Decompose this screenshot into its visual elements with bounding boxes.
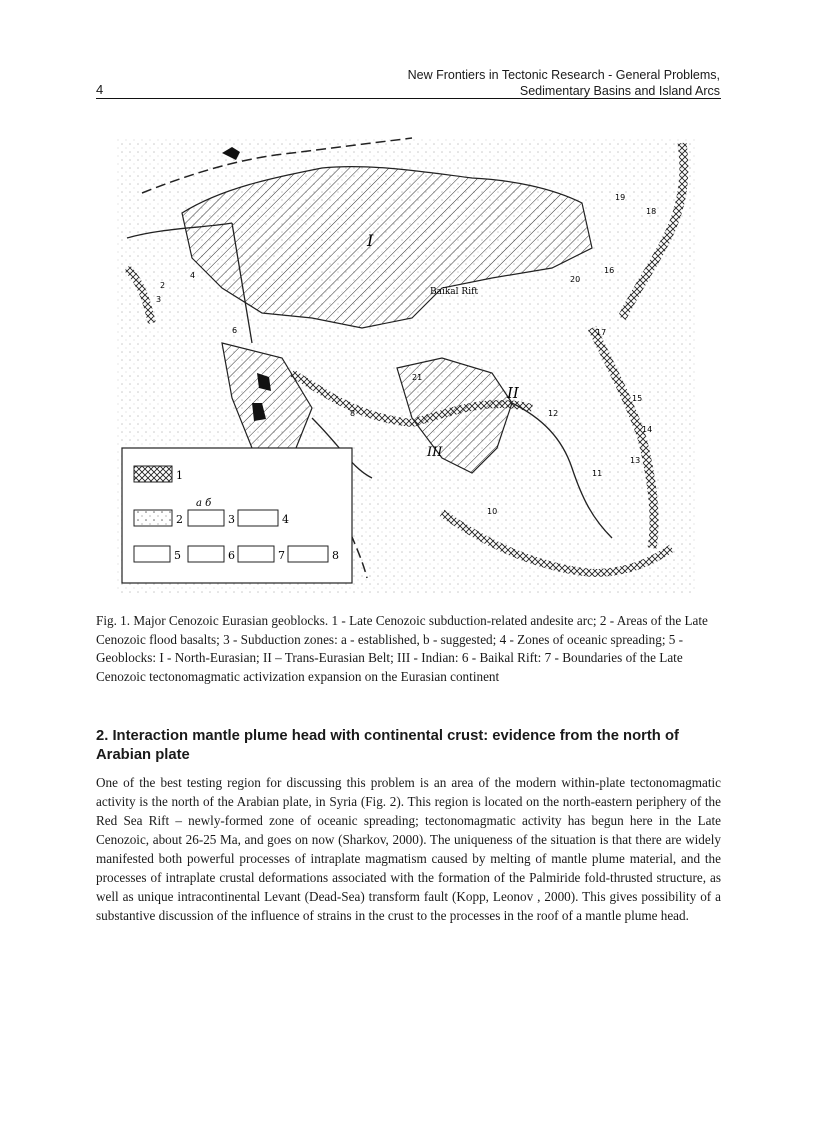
map-num-11: 11	[592, 469, 603, 478]
legend-label-7: 7	[278, 549, 285, 562]
legend-label-1: 1	[176, 469, 183, 482]
label-geoblock-III: III	[427, 445, 443, 460]
map-num-10: 10	[487, 507, 498, 516]
map-num-3: 3	[156, 295, 162, 304]
map-num-4: 4	[190, 271, 196, 280]
figure-eurasia-map	[112, 118, 702, 598]
section-body-paragraph: One of the best testing region for discussing this problem is an area of the modern within-plate tectonomagmatic activity is the north of the Arabian plate, in Syria (Fig. 2). This region is located on the north-eastern periphery of the Red Sea Rift – newly-formed zone of oceanic spreading; tectonomagmatic activity has begun here in the Late Cenozoic, about 26-25 Ma, and goes on now (Sharkov, 2000). The uniqueness of the situation is that there are widely manifested both powerful processes of intraplate magmatism caused by melting of mantle plume material, and the processes of intraplate crustal deformations associated with the formation of the Palmiride fold-thrusted structure, as well as unique intracontinental Levant (Dead-Sea) transform fault (Kopp, Leonov , 2000). This gives possibility of a substantive discussion of the influence of strains in the crust to the processes in the roof of a mantle plume head.	[96, 775, 721, 923]
legend-swatch-2	[134, 510, 172, 526]
running-header	[220, 67, 720, 99]
section-heading: 2. Interaction mantle plume head with continental crust: evidence from the north of Arabian plate	[96, 728, 679, 763]
map-num-18: 18	[646, 207, 657, 216]
page-number: 4	[96, 82, 104, 97]
legend-label-6: 6	[228, 549, 235, 562]
legend-label-2: 2	[176, 513, 183, 526]
map-num-14: 14	[642, 425, 653, 434]
map-num-15: 15	[632, 394, 643, 403]
map-num-20: 20	[570, 275, 581, 284]
legend-label-3: 3	[228, 513, 235, 526]
legend-label-5: 5	[174, 549, 181, 562]
map-num-17: 17	[596, 328, 607, 337]
map-num-2: 2	[160, 281, 166, 290]
map-num-16: 16	[604, 266, 615, 275]
running-header-line2: Sedimentary Basins and Island Arcs	[519, 84, 720, 98]
legend-swatch-1	[134, 466, 172, 482]
map-num-6: 6	[232, 326, 238, 335]
legend-label-8: 8	[332, 549, 339, 562]
map-num-21: 21	[412, 373, 423, 382]
label-geoblock-I: I	[367, 231, 374, 250]
header-rule	[96, 98, 721, 99]
figure-caption: Fig. 1. Major Cenozoic Eurasian geoblocks. 1 - Late Cenozoic subduction-related andesite arc; 2 - Areas of the Late Cenozoic flood basalts; 3 - Subduction zones: a - established, b - suggested; 4 - Zones of oceanic spreading; 5 - Geoblocks: I - North-Eurasian; II – Trans-Eurasian Belt; III - Indian: 6 - Baikal Rift: 7 - Boundaries of the Late Cenozoic tectonomagmatic activization expansion on the Eurasian continent	[96, 613, 708, 684]
map-num-13: 13	[630, 456, 641, 465]
label-baikal-rift: Baikal Rift	[430, 287, 479, 297]
map-num-19: 19	[615, 193, 626, 202]
running-header-line1: New Frontiers in Tectonic Research - General Problems,	[407, 68, 720, 82]
legend-label-4: 4	[282, 513, 289, 526]
map-num-12: 12	[548, 409, 559, 418]
map-num-8: 8	[350, 409, 356, 418]
legend-sub-ab: a б	[196, 498, 212, 509]
map-svg	[112, 118, 702, 598]
label-geoblock-II: II	[507, 384, 519, 402]
